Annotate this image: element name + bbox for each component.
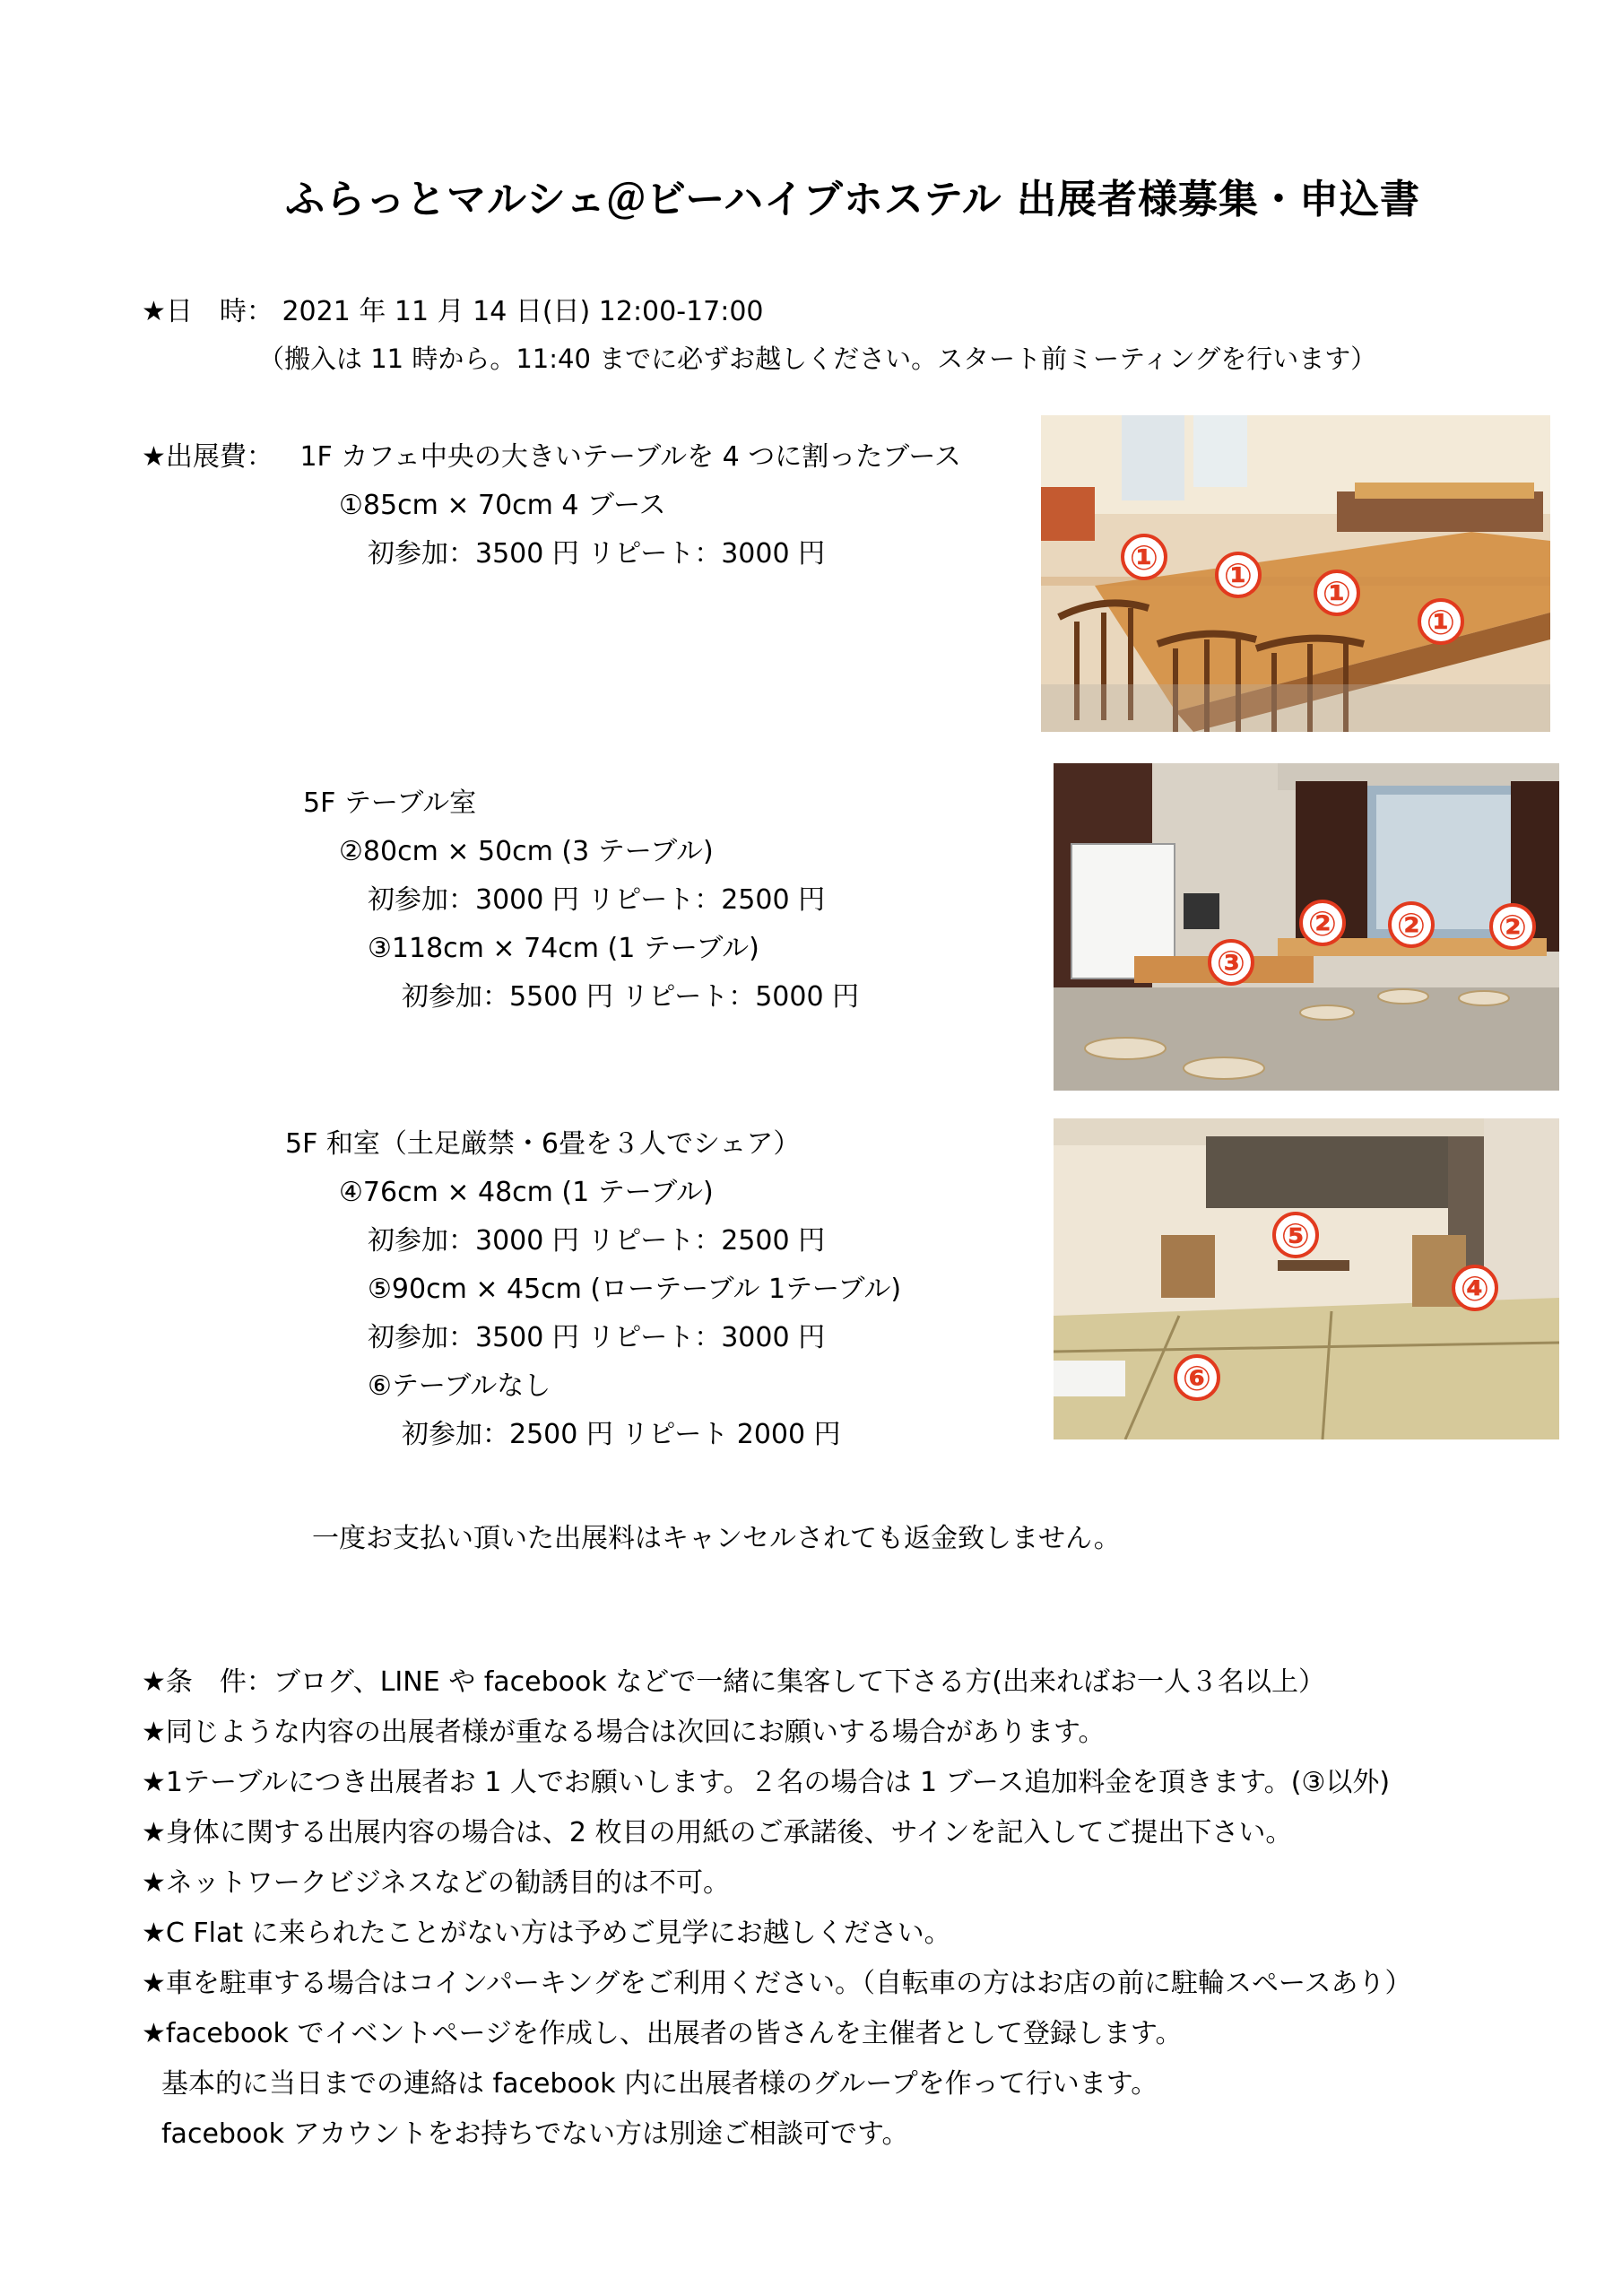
table-marker-3 [1210, 941, 1253, 984]
svg-text:③: ③ [1216, 944, 1246, 983]
fee-5f-price-5: 初参加：3500 円 リピート：3000 円 [368, 1322, 826, 1353]
fee-label: ★出展費： [142, 441, 273, 473]
svg-text:①: ① [1129, 538, 1159, 578]
svg-text:②: ② [1497, 908, 1528, 947]
svg-text:①: ① [1223, 556, 1253, 596]
table-marker-6 [1175, 1356, 1219, 1399]
table-marker-4 [1453, 1266, 1496, 1309]
booth-marker-1 [1419, 600, 1462, 643]
svg-text:②: ② [1307, 904, 1338, 944]
condition-item: facebook アカウントをお持ちでない方は別途ご相談可です。 [161, 2118, 909, 2150]
table-marker-2 [1390, 903, 1433, 946]
booth-marker-1 [1315, 571, 1358, 614]
fee-5f-item-5: ⑤90cm × 45cm (ローテーブル 1テーブル) [368, 1274, 902, 1305]
condition-item: ★車を駐車する場合はコインパーキングをご利用ください。（自転車の方はお店の前に駐輪スペースあり） [142, 1968, 1412, 1999]
condition-item: ★ネットワークビジネスなどの勧誘目的は不可。 [142, 1867, 730, 1899]
refund-note: 一度お支払い頂いた出展料はキャンセルされても返金致しません。 [312, 1523, 1121, 1554]
page-title: ふらっとマルシェ＠ビーハイブホステル 出展者様募集・申込書 [285, 177, 1420, 222]
fee-1f-item: ①85cm × 70cm 4 ブース [339, 490, 666, 521]
booth-marker-1 [1123, 535, 1166, 578]
fee-row-1f [142, 439, 961, 475]
svg-text:①: ① [1322, 574, 1352, 613]
fee-1f-heading: 1F カフェ中央の大きいテーブルを 4 つに割ったブース [299, 441, 961, 473]
cafe-1f-photo [1041, 415, 1550, 732]
condition-item: ★facebook でイベントページを作成し、出展者の皆さんを主催者として登録します。 [142, 2018, 1183, 2049]
fee-5f-price-2: 初参加：3000 円 リピート：2500 円 [368, 884, 826, 916]
table-marker-5 [1274, 1213, 1317, 1257]
washitsu-5f-photo [1054, 1118, 1559, 1439]
condition-item: ★C Flat に来られたことがない方は予めご見学にお越しください。 [142, 1918, 951, 1949]
table-room-5f-photo [1054, 763, 1559, 1091]
condition-item: ★1テーブルにつき出展者お 1 人でお願いします。２名の場合は 1 ブース追加料金を頂きます。(③以外) [142, 1767, 1391, 1798]
fee-5f-table-heading: 5F テーブル室 [303, 787, 477, 819]
svg-text:②: ② [1396, 906, 1427, 945]
condition-item: 基本的に当日までの連絡は facebook 内に出展者様のグループを作って行います。 [161, 2068, 1158, 2100]
fee-5f-item-6: ⑥テーブルなし [368, 1370, 551, 1402]
datetime-value: 2021 年 11 月 14 日(日) 12:00-17:00 [282, 296, 764, 327]
fee-5f-item-4: ④76cm × 48cm (1 テーブル) [339, 1177, 714, 1208]
fee-5f-price-6: 初参加：2500 円 リピート 2000 円 [402, 1419, 841, 1450]
svg-text:①: ① [1426, 603, 1456, 642]
condition-item: ★条 件：ブログ、LINE や facebook などで一緒に集客して下さる方(出来ればお一人３名以上） [142, 1666, 1325, 1698]
condition-item: ★身体に関する出展内容の場合は、2 枚目の用紙のご承諾後、サインを記入してご提出下さい。 [142, 1817, 1293, 1848]
condition-item: ★同じような内容の出展者様が重なる場合は次回にお願いする場合があります。 [142, 1717, 1106, 1748]
booth-marker-1 [1217, 553, 1260, 596]
datetime-row [142, 294, 764, 330]
datetime-note: （搬入は 11 時から。11:40 までに必ずお越しください。スタート前ミーティングを行います） [258, 344, 1377, 374]
table-marker-2 [1491, 905, 1534, 948]
fee-5f-price-4: 初参加：3000 円 リピート：2500 円 [368, 1225, 826, 1257]
svg-text:④: ④ [1460, 1269, 1490, 1309]
datetime-label: ★日 時： [142, 296, 273, 327]
svg-text:⑤: ⑤ [1280, 1216, 1311, 1256]
table-marker-2 [1301, 901, 1344, 944]
fee-5f-washitsu-heading: 5F 和室（土足厳禁・6畳を３人でシェア） [285, 1128, 801, 1160]
fee-5f-price-3: 初参加：5500 円 リピート：5000 円 [402, 981, 860, 1013]
fee-5f-item-3: ③118cm × 74cm (1 テーブル) [368, 933, 759, 964]
fee-1f-price: 初参加：3500 円 リピート：3000 円 [368, 538, 826, 570]
svg-text:⑥: ⑥ [1182, 1359, 1212, 1398]
fee-5f-item-2: ②80cm × 50cm (3 テーブル) [339, 836, 714, 867]
